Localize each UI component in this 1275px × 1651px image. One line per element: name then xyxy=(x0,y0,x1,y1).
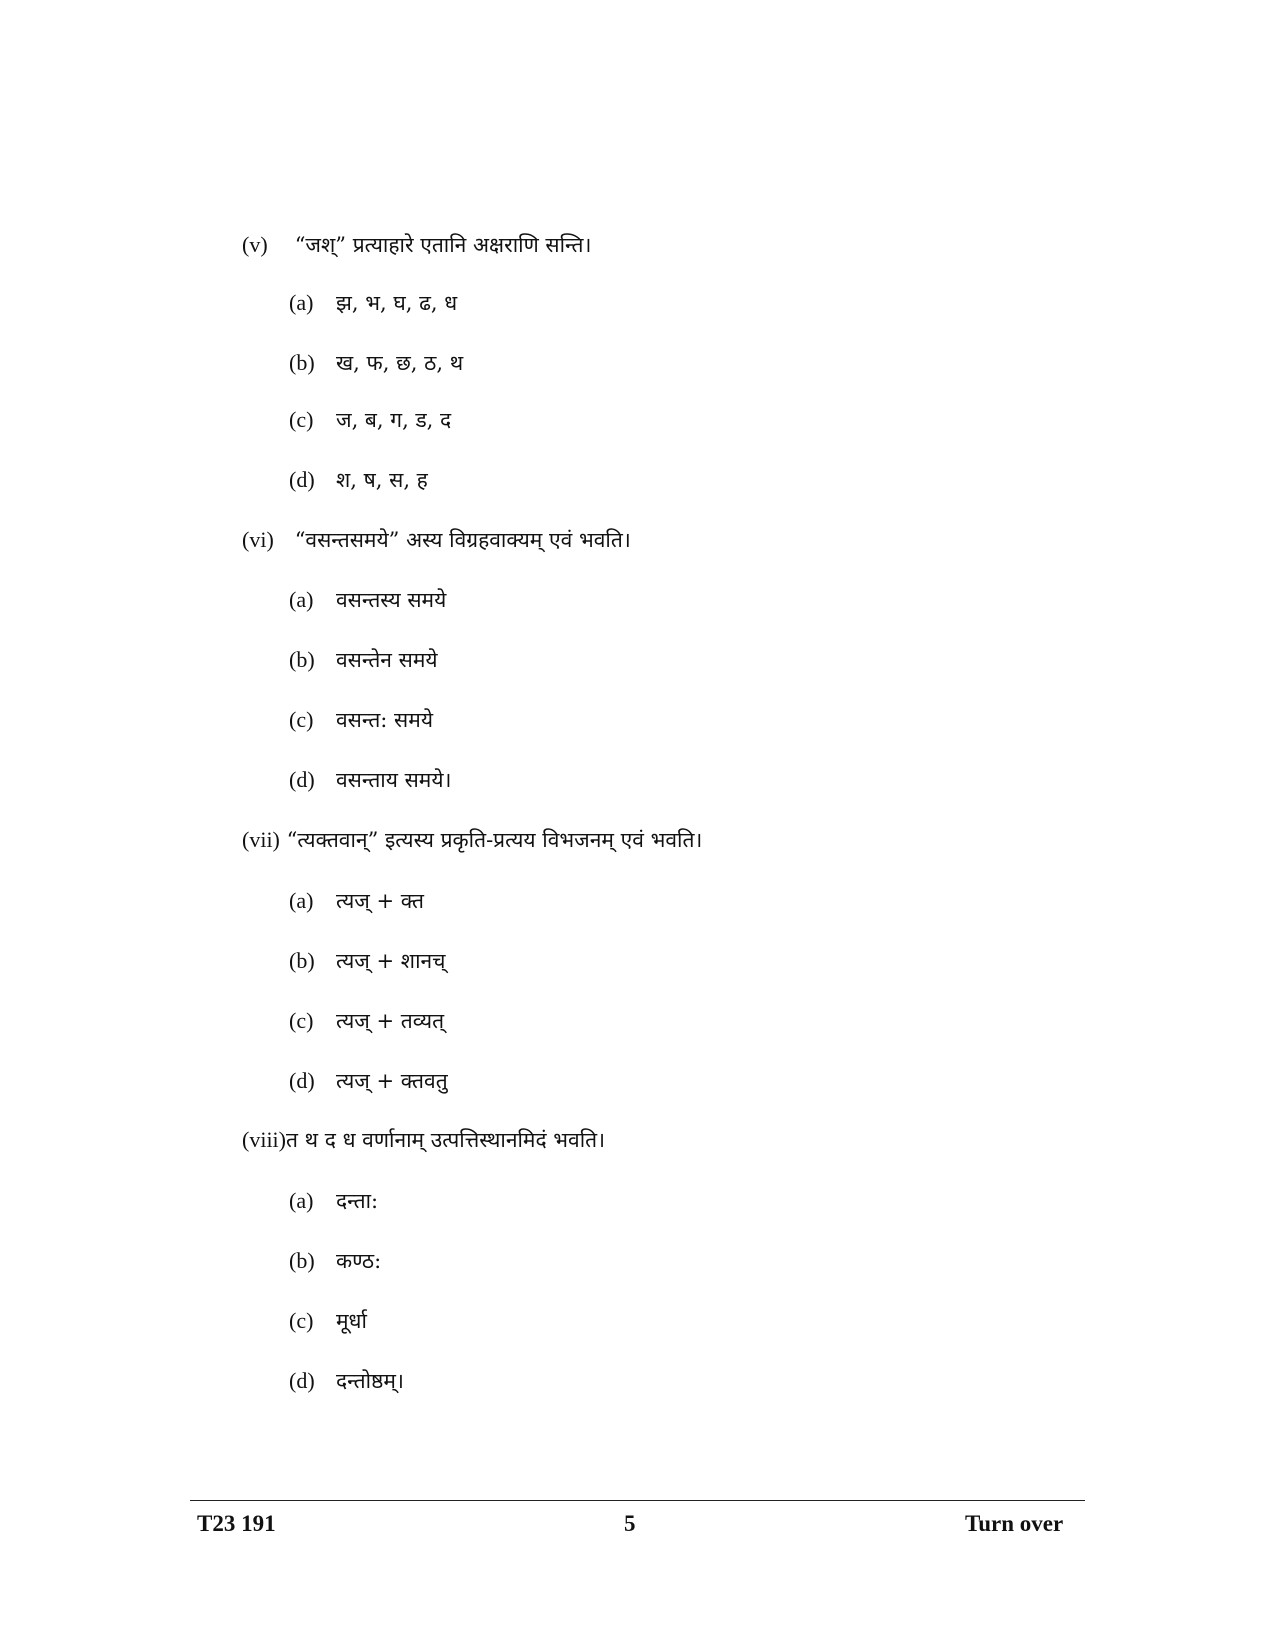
footer-turn-over: Turn over xyxy=(965,1511,1064,1536)
footer-divider xyxy=(190,1500,1085,1501)
option-vii-a xyxy=(289,886,424,916)
option-viii-d xyxy=(289,1366,404,1396)
option-v-d xyxy=(289,465,428,495)
option-label: (a) xyxy=(289,290,314,315)
option-vi-d xyxy=(289,765,452,795)
option-text: श, ष, स, ह xyxy=(336,468,428,492)
option-label: (c) xyxy=(289,707,314,732)
option-label: (a) xyxy=(289,587,314,612)
footer-paper-code: T23 191 xyxy=(197,1511,276,1536)
question-vii xyxy=(242,825,702,855)
option-text: त्यज् + क्त xyxy=(336,889,425,913)
option-viii-c xyxy=(289,1306,367,1336)
option-label: (b) xyxy=(289,1248,315,1273)
option-label: (c) xyxy=(289,1008,314,1033)
option-text: दन्तोष्ठम्। xyxy=(336,1369,404,1393)
option-viii-a xyxy=(289,1186,378,1216)
option-vii-d xyxy=(289,1066,448,1096)
option-label: (a) xyxy=(289,1188,314,1213)
option-text: वसन्तस्य समये xyxy=(336,588,447,612)
option-vii-c xyxy=(289,1006,444,1036)
option-label: (c) xyxy=(289,1308,314,1333)
option-v-b xyxy=(289,348,463,378)
option-text: ज, ब, ग, ड, द xyxy=(336,408,452,432)
option-label: (b) xyxy=(289,350,315,375)
question-stem: “त्यक्तवान्” इत्यस्य प्रकृति-प्रत्यय विभजनम् एवं भवति। xyxy=(286,828,703,852)
question-number: (v) xyxy=(242,232,268,257)
option-text: कण्ठ: xyxy=(336,1249,382,1273)
option-vi-a xyxy=(289,585,446,615)
option-vi-c xyxy=(289,705,433,735)
question-v xyxy=(242,230,591,260)
option-label: (d) xyxy=(289,1068,315,1093)
question-number: (vii) xyxy=(242,827,280,852)
option-vi-b xyxy=(289,645,438,675)
option-text: त्यज् + क्तवतु xyxy=(336,1069,448,1093)
option-label: (b) xyxy=(289,948,315,973)
option-text: मूर्धा xyxy=(336,1309,367,1333)
option-v-a xyxy=(289,288,457,318)
option-label: (d) xyxy=(289,767,315,792)
option-vii-b xyxy=(289,946,446,976)
option-label: (a) xyxy=(289,888,314,913)
option-text: वसन्त: समये xyxy=(336,708,433,732)
option-text: त्यज् + तव्यत् xyxy=(336,1009,445,1033)
option-viii-b xyxy=(289,1246,381,1276)
option-label: (b) xyxy=(289,647,315,672)
option-text: त्यज् + शानच् xyxy=(336,949,446,973)
option-label: (c) xyxy=(289,407,314,432)
question-stem: “जश्” प्रत्याहारे एतानि अक्षराणि सन्ति। xyxy=(294,233,592,257)
option-v-c xyxy=(289,405,451,435)
question-stem: त थ द ध वर्णानाम् उत्पत्तिस्थानमिदं भवति। xyxy=(286,1128,606,1152)
option-label: (d) xyxy=(289,1368,315,1393)
option-text: वसन्तेन समये xyxy=(336,648,438,672)
question-stem: “वसन्तसमये” अस्य विग्रहवाक्यम् एवं भवति। xyxy=(294,528,631,552)
question-vi xyxy=(242,525,631,555)
option-text: ख, फ, छ, ठ, थ xyxy=(336,351,464,375)
footer-page-number: 5 xyxy=(624,1511,636,1536)
option-text: दन्ता: xyxy=(336,1189,379,1213)
option-label: (d) xyxy=(289,467,315,492)
question-viii xyxy=(242,1125,605,1155)
question-number: (vi) xyxy=(242,527,274,552)
question-number: (viii) xyxy=(242,1127,286,1152)
option-text: झ, भ, घ, ढ, ध xyxy=(336,291,458,315)
option-text: वसन्ताय समये। xyxy=(336,768,452,792)
